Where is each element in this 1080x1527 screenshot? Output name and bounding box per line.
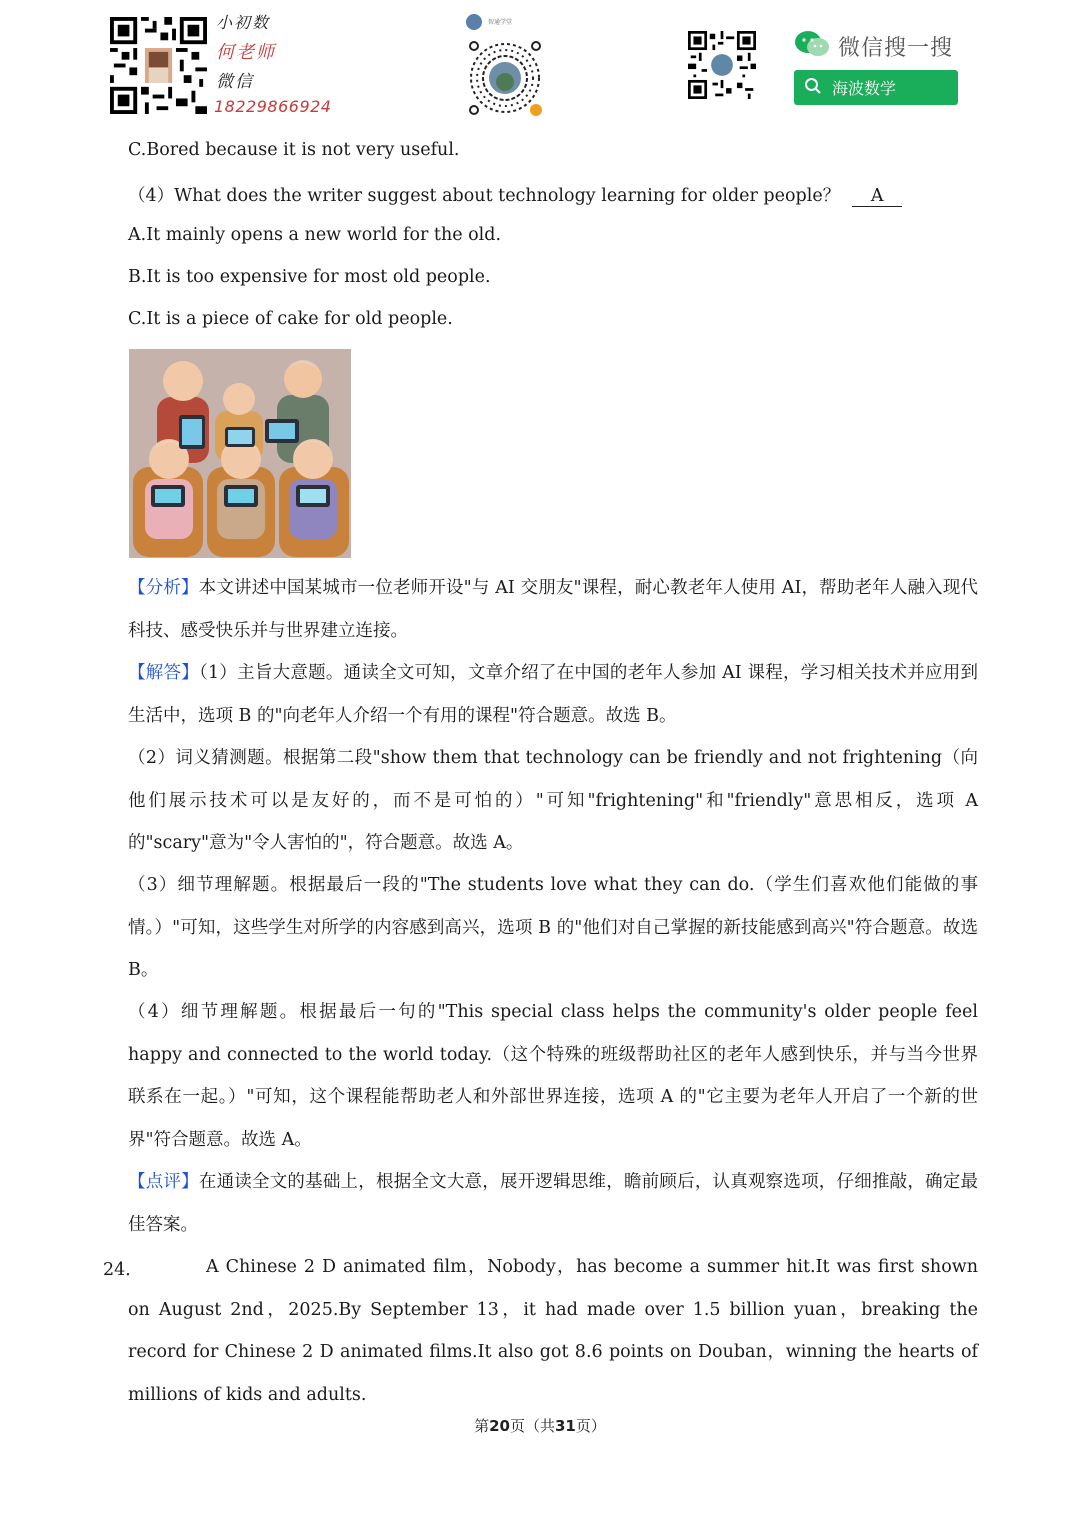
- option-b: B.It is too expensive for most old people.: [128, 267, 491, 287]
- dianping-text: 在通读全文的基础上，根据全文大意，展开逻辑思维，瞻前顾后，认真观察选项，仔细推敲，确定最佳答案。: [128, 1172, 979, 1235]
- mini-program-name: 智通学堂: [488, 19, 513, 26]
- question-4: [128, 182, 902, 207]
- jieda-1-text: （1）主旨大意题。通读全文可知，文章介绍了在中国的老年人参加 AI 课程，学习相关技术并应用到生活中，选项 B 的"向老年人介绍一个有用的课程"符合题意。故选 B。: [128, 663, 978, 726]
- analysis-fenxi: [128, 567, 978, 652]
- analysis-dianping: [128, 1161, 978, 1246]
- mini-program-logo-icon: [466, 14, 482, 30]
- handwriting-line-2: 何老师: [216, 42, 276, 63]
- search-icon: [804, 77, 822, 99]
- jieda-tag: 【解答】: [128, 663, 199, 683]
- option-a: A.It mainly opens a new world for the old.: [128, 225, 502, 245]
- wechat-qr-code: [688, 31, 756, 99]
- question-4-text: （4）What does the writer suggest about technology learning for older people？: [128, 186, 841, 206]
- footer-total-pages: 31: [555, 1417, 576, 1435]
- analysis-jieda-4: （4）细节理解题。根据最后一句的"This special class helps the community's older people feel happy and connected to the world today.（这个特殊的班级帮助社区的老年人感到快乐，并与当今世界联系在一起。）"可知，这个课程能帮助老人和外部世界连接，选项 A 的"它主要为老年人开启了一个新的世界"符合题意。故选 A。: [128, 1002, 978, 1150]
- analysis-jieda-3: （3）细节理解题。根据最后一段的"The students love what they can do.（学生们喜欢他们能做的事情。）"可知，这些学生对所学的内容感到高兴，选项 B 的"他们对自己掌握的新技能感到高兴"符合题意。故选 B。: [128, 875, 978, 981]
- page-header: [0, 0, 1080, 125]
- wechat-search-banner: [794, 30, 953, 62]
- question-24-number: 24．: [103, 1260, 143, 1280]
- teacher-qr-code: [110, 17, 207, 114]
- footer-middle: 页（共: [509, 1417, 555, 1435]
- dianping-tag: 【点评】: [128, 1172, 199, 1192]
- option-c: C.It is a piece of cake for old people.: [128, 309, 453, 329]
- elderly-with-tablets-illustration: [129, 349, 351, 558]
- search-button-label: 海波数学: [832, 79, 897, 98]
- footer-suffix: 页）: [575, 1417, 606, 1435]
- mini-program-code: [466, 38, 544, 118]
- search-button[interactable]: [794, 70, 958, 105]
- handwriting-line-3: 微信: [216, 72, 254, 92]
- question-4-answer: A: [852, 186, 902, 207]
- analysis-jieda-2: （2）词义猜测题。根据第二段"show them that technology can be friendly and not frightening（向他们展示技术可以是友好的，而不是可怕的）"可知"frightening"和"friendly"意思相反，选项 A 的"scary"意为"令人害怕的"，符合题意。故选 A。: [128, 748, 978, 854]
- footer-page-number: 20: [489, 1417, 510, 1435]
- question-24-passage: A Chinese 2 D animated film，Nobody，has become a summer hit.It was first shown on August 2nd，2025.By September 13，it had made over 1.5 billion yuan，breaking the record for Chinese 2 D animated films.It also got 8.6 points on Douban，winning the hearts of millions of kids and adults.: [128, 1257, 978, 1405]
- analysis-jieda-1: [128, 652, 978, 737]
- wechat-logo-icon: [794, 30, 830, 62]
- prev-option-c: C.Bored because it is not very useful.: [128, 140, 460, 160]
- fenxi-text: 本文讲述中国某城市一位老师开设"与 AI 交朋友"课程，耐心教老年人使用 AI，帮助老年人融入现代科技、感受快乐并与世界建立连接。: [128, 578, 979, 641]
- wechat-search-text: 微信搜一搜: [838, 35, 954, 61]
- page-footer: [0, 1415, 1080, 1436]
- handwriting-line-1: 小初数: [216, 13, 271, 32]
- fenxi-tag: 【分析】: [128, 578, 199, 598]
- handwriting-phone: 18229866924: [214, 97, 332, 116]
- footer-prefix: 第: [474, 1417, 490, 1435]
